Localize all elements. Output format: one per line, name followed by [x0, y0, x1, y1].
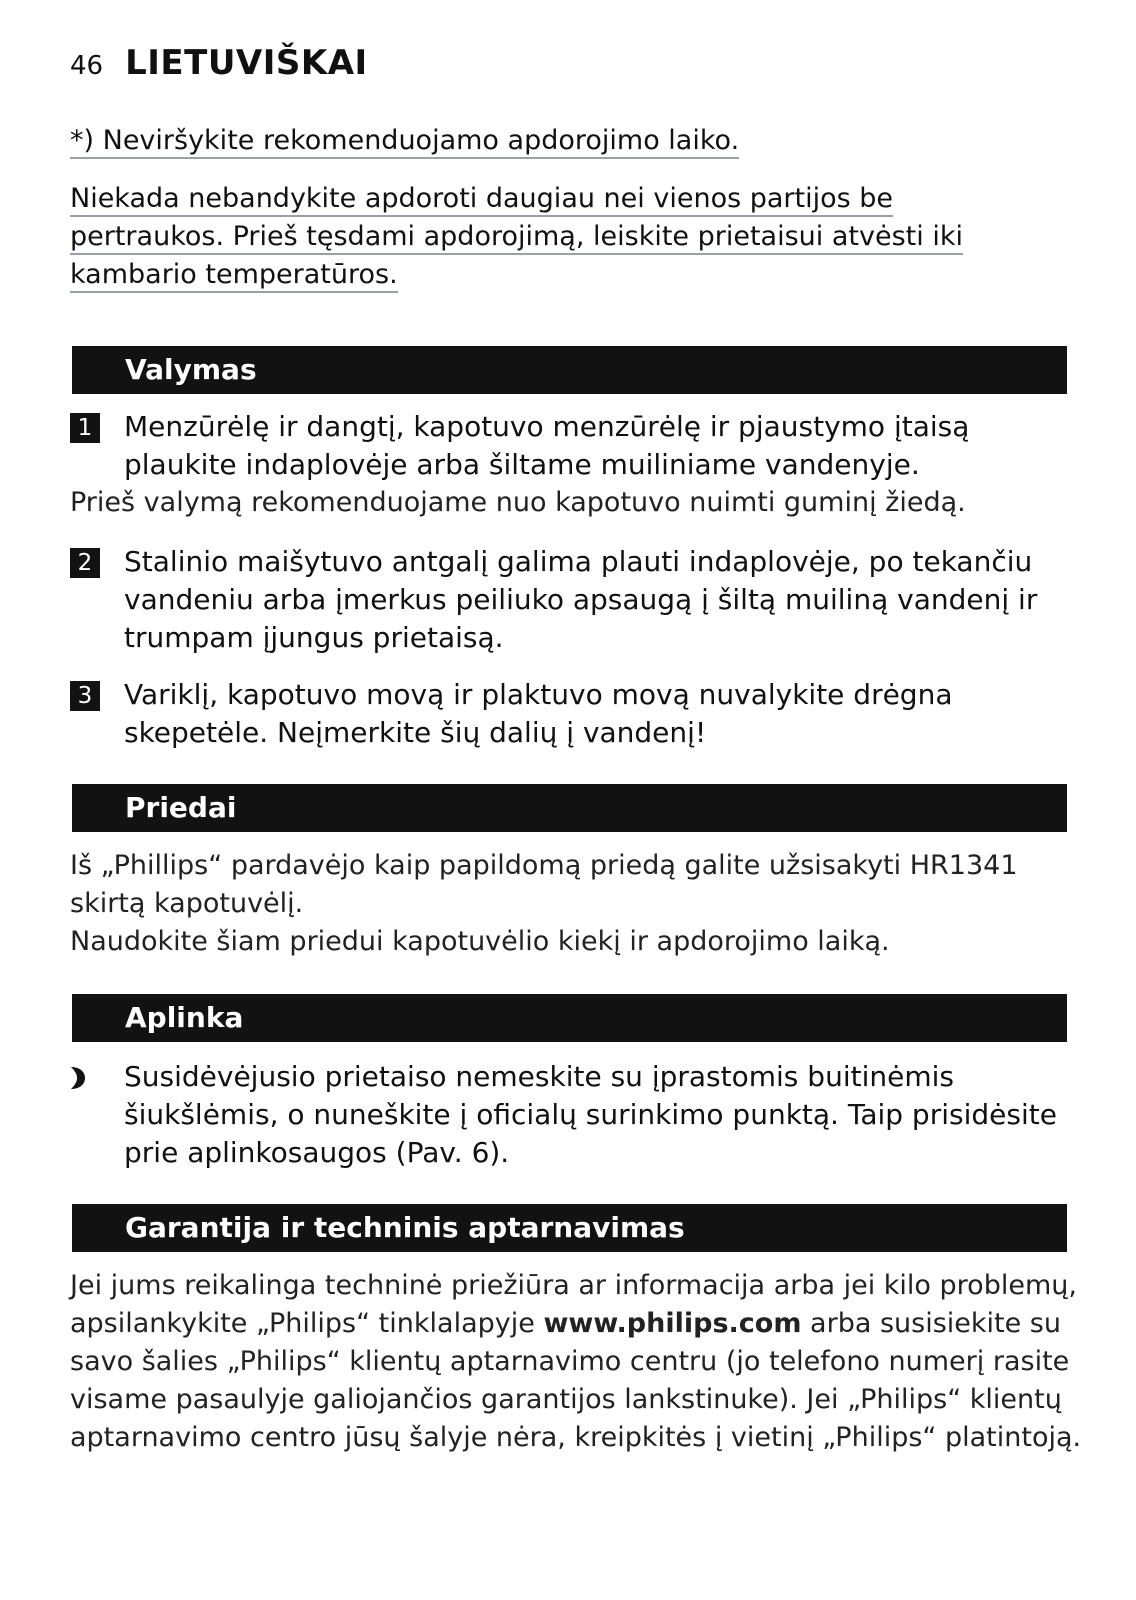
note-line: pertraukos. Prieš tęsdami apdorojimą, leiskite prietaisui atvėsti iki — [70, 221, 963, 255]
website-link[interactable]: www.philips.com — [543, 1308, 802, 1339]
step-item — [70, 408, 1060, 484]
page-header — [70, 43, 368, 83]
paragraph-line: savo šalies „Philips“ klientų aptarnavimo centru (jo telefono numerį rasite — [70, 1346, 1070, 1377]
warranty-text — [70, 1267, 1082, 1457]
paragraph-line: aptarnavimo centro jūsų šalyje nėra, kreipkitės į vietinį „Philips“ platintoją. — [70, 1422, 1082, 1453]
step-item — [70, 676, 1060, 752]
section-heading-environment: Aplinka — [72, 994, 1067, 1042]
step-item — [70, 543, 1060, 657]
accessories-text — [70, 847, 1070, 961]
section-heading-warranty: Garantija ir techninis aptarnavimas — [72, 1204, 1067, 1252]
section-heading-cleaning: Valymas — [72, 346, 1067, 394]
paragraph-line: Naudokite šiam priedui kapotuvėlio kiekį ir apdorojimo laiką. — [70, 926, 890, 957]
paragraph-segment: arba susisiekite su — [801, 1308, 1061, 1339]
step-text-line: Variklį, kapotuvo movą ir plaktuvo movą nuvalykite drėgna — [124, 678, 953, 711]
paragraph-line: visame pasaulyje galiojančios garantijos lankstinuke). Jei „Philips“ klientų — [70, 1384, 1062, 1415]
section-heading-accessories: Priedai — [72, 784, 1067, 832]
bullet-text-line: šiukšlėmis, o nuneškite į oficialų surinkimo punktą. Taip prisidėsite — [124, 1098, 1057, 1131]
paragraph-line: skirtą kapotuvėlį. — [70, 888, 304, 919]
note-processing-time-text: *) Neviršykite rekomenduojamo apdorojimo laiko. — [70, 125, 739, 159]
page-title: LIETUVIŠKAI — [125, 43, 368, 83]
step-text-line: vandeniu arba įmerkus peiliuko apsaugą į šiltą muiliną vandenį ir — [124, 583, 1038, 616]
note-line: Niekada nebandykite apdoroti daugiau nei vienos partijos be — [70, 183, 893, 217]
paragraph-line: Iš „Phillips“ pardavėjo kaip papildomą priedą galite užsisakyti HR1341 — [70, 850, 1018, 881]
paragraph-line: Jei jums reikalinga techninė priežiūra ar informacija arba jei kilo problemų, — [70, 1270, 1077, 1301]
page-number: 46 — [70, 51, 104, 81]
step-text-line: plaukite indaplovėje arba šiltame muiliniame vandenyje. — [124, 448, 920, 481]
bullet-text-line: prie aplinkosaugos (Pav. 6). — [124, 1136, 510, 1169]
paragraph-segment: apsilankykite „Philips“ tinklalapyje — [70, 1308, 544, 1339]
note-line: kambario temperatūros. — [70, 259, 398, 293]
bullet-text-line: Susidėvėjusio prietaiso nemeskite su įprastomis buitinėmis — [124, 1060, 954, 1093]
step-number: 3 — [70, 681, 100, 711]
step-text-line: Stalinio maišytuvo antgalį galima plauti indaplovėje, po tekančiu — [124, 545, 1033, 578]
bullet-arrow-icon — [70, 1066, 86, 1090]
bullet-item — [70, 1058, 1060, 1172]
paragraph-line — [70, 1305, 1070, 1343]
step-number: 1 — [70, 413, 100, 443]
step-number: 2 — [70, 548, 100, 578]
step-text-line: Menzūrėlę ir dangtį, kapotuvo menzūrėlę ir pjaustymo įtaisą — [124, 410, 970, 443]
note-processing-time — [70, 122, 739, 160]
step-text-line: skepetėle. Neįmerkite šių dalių į vandenį! — [124, 716, 707, 749]
note-batch-warning — [70, 180, 1070, 294]
step-text-line: trumpam įjungus prietaisą. — [124, 621, 504, 654]
cleaning-note: Prieš valymą rekomenduojame nuo kapotuvo nuimti guminį žiedą. — [70, 487, 966, 518]
